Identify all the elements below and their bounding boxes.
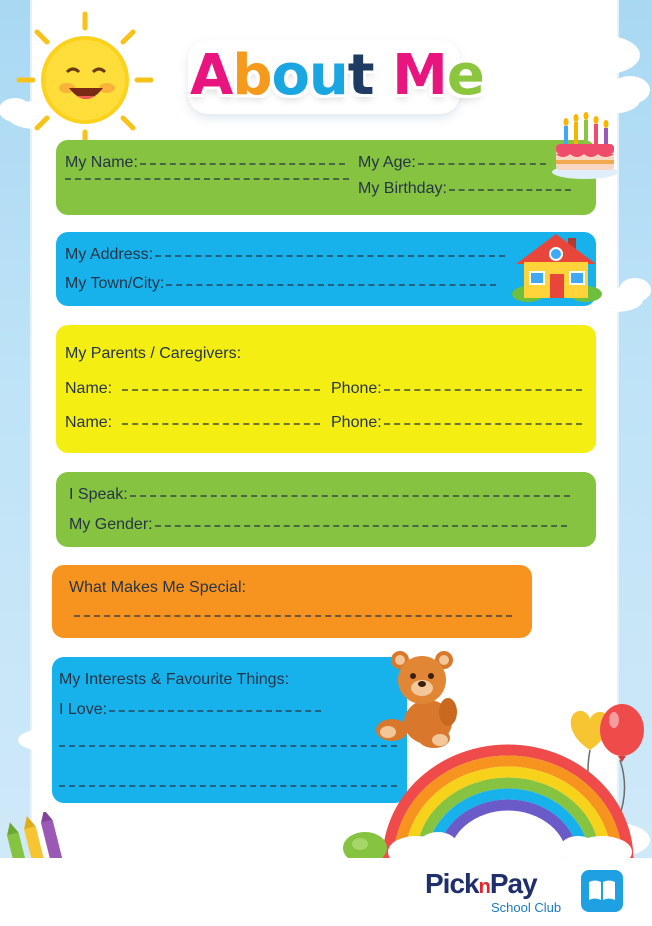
address-field[interactable] xyxy=(155,255,505,257)
page-title xyxy=(190,40,484,112)
parents-heading: My Parents / Caregivers: xyxy=(65,345,242,362)
title-letter xyxy=(374,43,393,108)
title-letter: u xyxy=(308,43,348,108)
teddy-bear-icon xyxy=(370,650,470,750)
love-field[interactable] xyxy=(109,710,321,712)
brand-subtitle: School Club xyxy=(491,900,562,915)
brand-n: n xyxy=(478,876,490,898)
speak-label: I Speak: xyxy=(69,486,128,503)
language-panel xyxy=(56,472,596,547)
parent-phone-field-1[interactable] xyxy=(384,389,582,391)
parent-phone-field-2[interactable] xyxy=(384,423,582,425)
interests-heading: My Interests & Favourite Things: xyxy=(59,671,290,688)
address-label: My Address: xyxy=(65,246,154,263)
title-letter: o xyxy=(271,43,309,108)
title-letter: A xyxy=(190,43,233,108)
brand-pick: Pick xyxy=(425,868,479,899)
name-field[interactable] xyxy=(140,163,345,165)
special-field[interactable] xyxy=(74,615,512,617)
birthday-cake-icon xyxy=(550,112,620,182)
speak-field[interactable] xyxy=(130,495,570,497)
brand-logo xyxy=(425,868,625,918)
rainbow-icon xyxy=(378,740,638,858)
special-panel xyxy=(52,565,532,638)
birthday-field[interactable] xyxy=(449,189,571,191)
parent-phone-label-2: Phone: xyxy=(331,414,382,431)
parent-name-field-1[interactable] xyxy=(122,389,320,391)
house-icon xyxy=(508,228,604,304)
name-field-continued[interactable] xyxy=(65,178,349,180)
gender-field[interactable] xyxy=(155,525,567,527)
age-field[interactable] xyxy=(418,163,546,165)
name-label: My Name: xyxy=(65,154,138,171)
parents-panel xyxy=(56,325,596,453)
love-label: I Love: xyxy=(59,701,108,718)
interests-field-line-3[interactable] xyxy=(59,785,397,787)
brand-name xyxy=(425,868,537,900)
title-letter: b xyxy=(232,43,272,108)
footer xyxy=(0,858,652,926)
town-field[interactable] xyxy=(166,284,496,286)
gender-label: My Gender: xyxy=(69,516,153,533)
interests-panel xyxy=(52,657,407,803)
sun-icon xyxy=(15,10,155,150)
interests-field-line-2[interactable] xyxy=(59,745,397,747)
brand-pay: Pay xyxy=(489,868,537,899)
town-label: My Town/City: xyxy=(65,275,165,292)
birthday-label: My Birthday: xyxy=(358,180,447,197)
parent-name-label-1: Name: xyxy=(65,380,113,397)
bush-icon xyxy=(340,822,390,858)
crayons-icon xyxy=(0,812,80,858)
book-icon xyxy=(581,870,623,912)
special-heading: What Makes Me Special: xyxy=(69,579,246,596)
title-letter: t xyxy=(347,43,374,108)
parent-phone-label-1: Phone: xyxy=(331,380,382,397)
name-panel xyxy=(56,140,596,215)
age-label: My Age: xyxy=(358,154,416,171)
title-letter: M xyxy=(392,43,447,108)
parent-name-field-2[interactable] xyxy=(122,423,320,425)
title-letter: e xyxy=(446,43,484,108)
parent-name-label-2: Name: xyxy=(65,414,113,431)
